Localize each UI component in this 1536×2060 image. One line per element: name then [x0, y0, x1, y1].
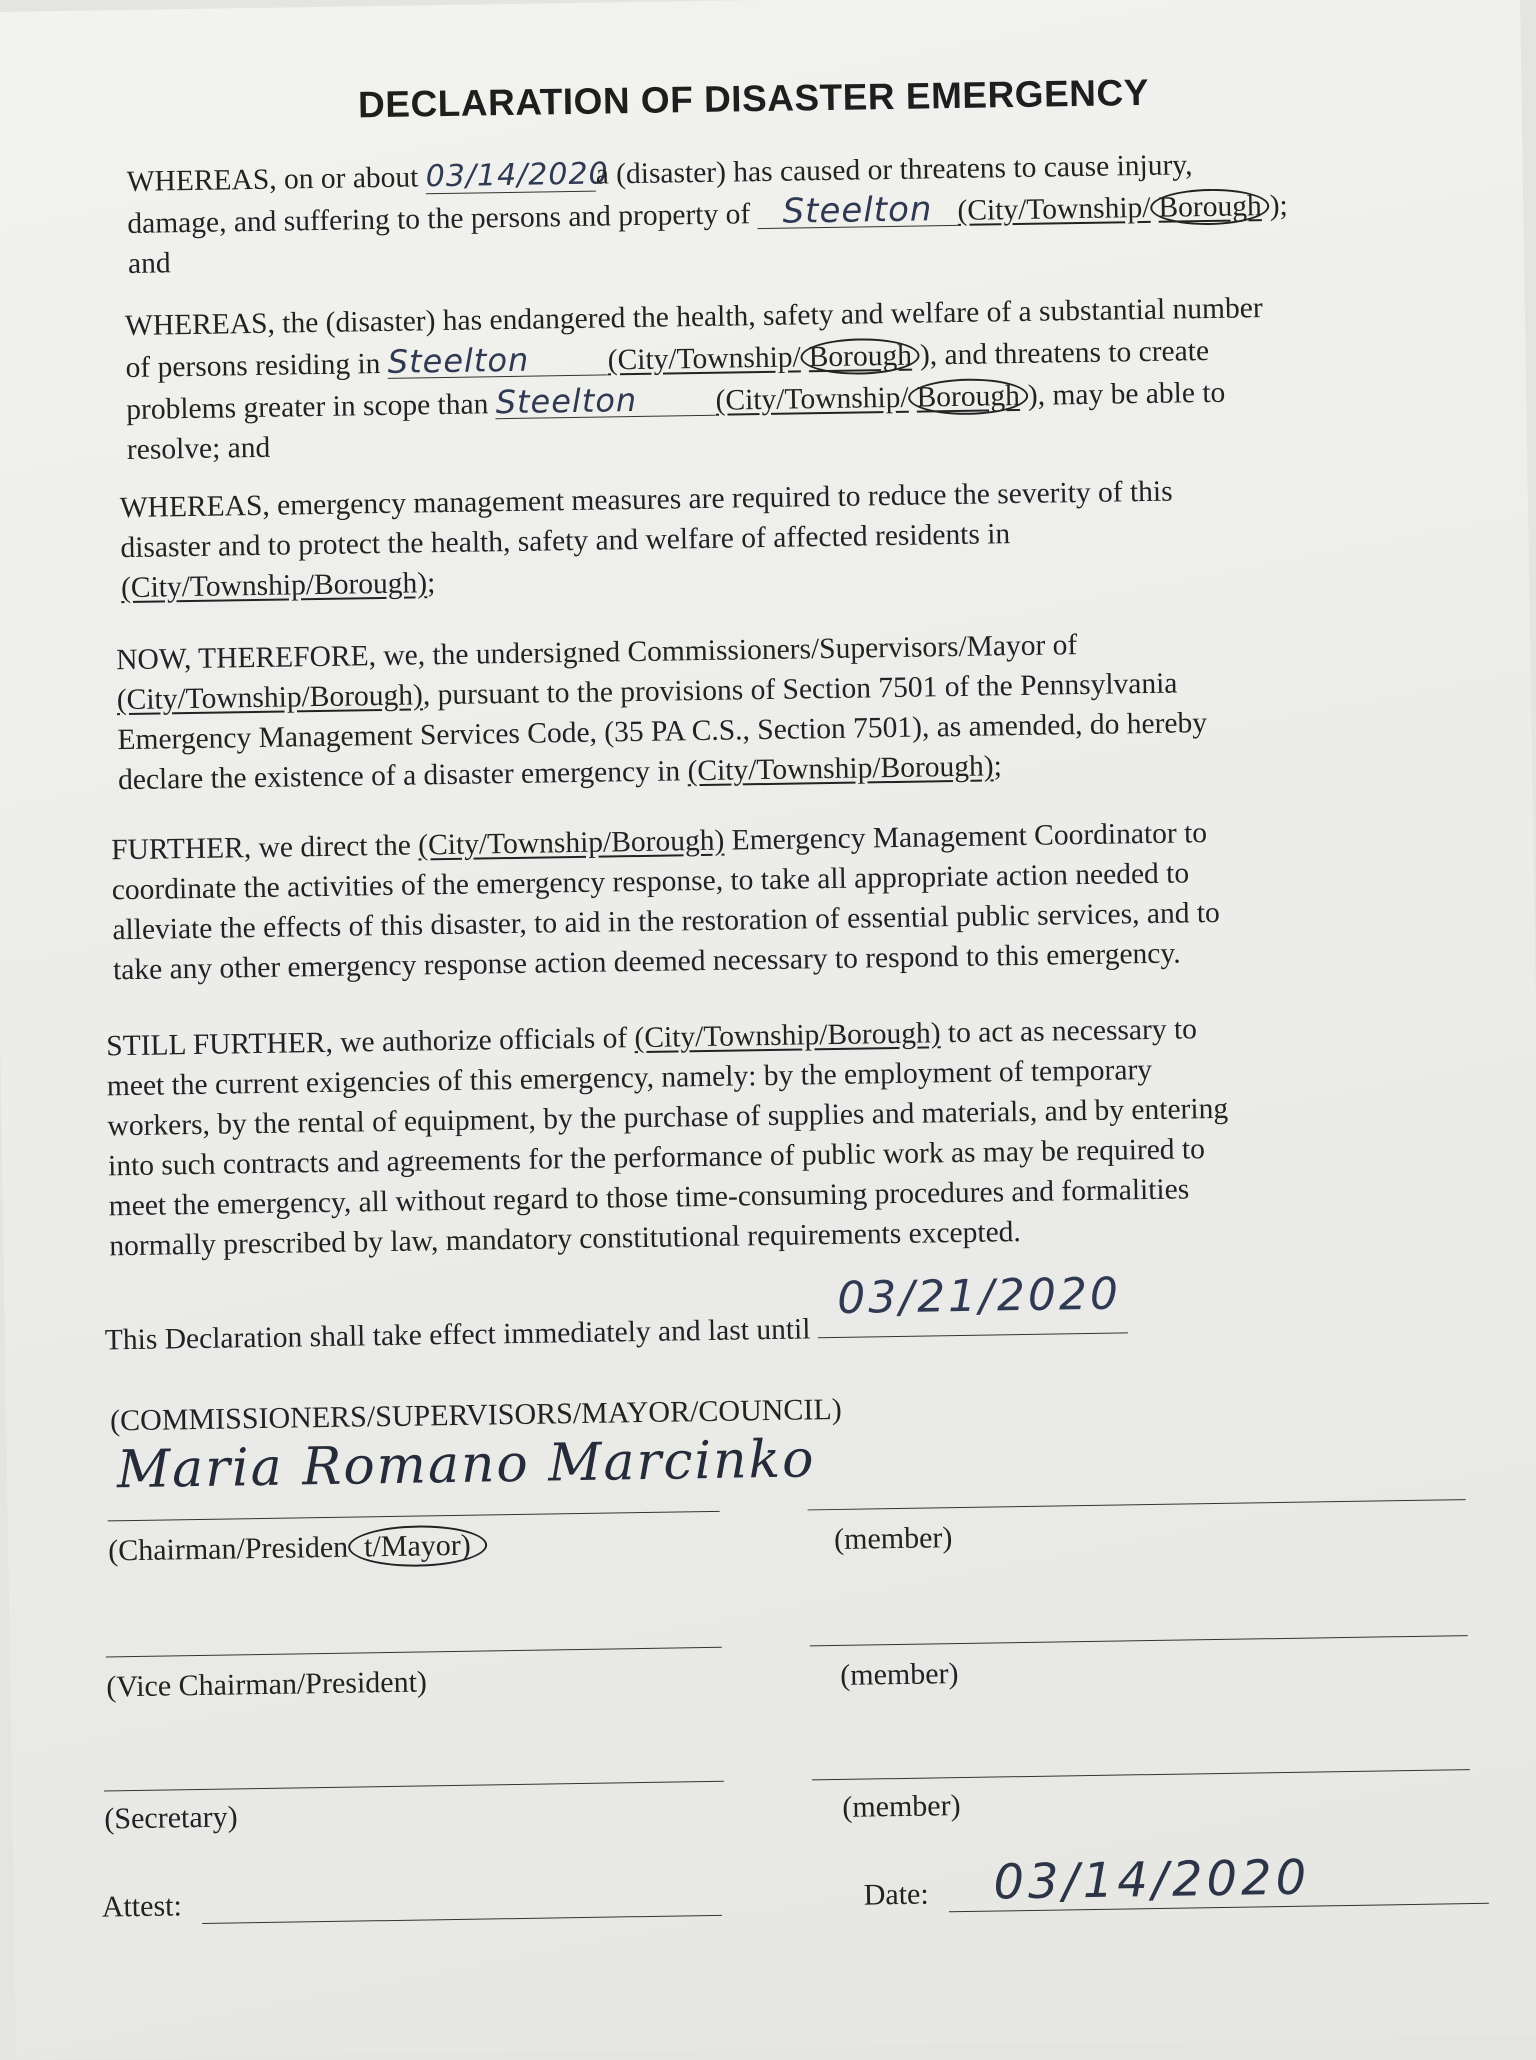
end-date-handwritten: 03/21/2020 — [836, 1268, 1122, 1324]
chairman-signature: Maria Romano Marcinko — [116, 1429, 816, 1501]
chairman-label: (Chairman/Presiden t/Mayor) — [108, 1528, 487, 1568]
vice-chairman-signature-line — [106, 1647, 722, 1658]
date-label: Date: — [863, 1877, 929, 1912]
document-title: DECLARATION OF DISASTER EMERGENCY — [357, 71, 1150, 126]
secretary-label: (Secretary) — [104, 1800, 238, 1836]
vice-chairman-label: (Vice Chairman/President) — [106, 1665, 428, 1704]
further-paragraph: FURTHER, we direct the (City/Township/Borough) Emergency Management Coordinator to coordinate the activities of the emergency response, to take all appropriate action needed to alleviate the effects of this disaster, to aid in the restoration of essential public services, and to take any other emergency response action deemed necessary to respond to this emergency. — [110, 817, 1221, 987]
whereas-paragraph-2: WHEREAS, the (disaster) has endangered the health, safety and welfare of a substantial number of persons residing in Steelton (City/Township/ Borough ), and threatens to create problems greater in scope than Steelton (City/Township/ Borough ), may be able to resolve; and — [124, 292, 1263, 466]
now-therefore-paragraph: NOW, THEREFORE, we, the undersigned Commissioners/Supervisors/Mayor of (City/Township/Borough), pursuant to the provisions of Section 7501 of the Pennsylvania Emergency Management Services Code, (35 PA C.S., Section 7501), as amended, do hereby declare the existence of a disaster emergency in (City/Township/Borough); — [115, 629, 1208, 797]
disaster-date-handwritten: 03/14/2020 — [425, 156, 609, 195]
chairman-signature-line — [108, 1511, 720, 1522]
disaster-date-field — [425, 155, 609, 195]
still-further-paragraph: STILL FURTHER, we authorize officials of (City/Township/Borough) to act as necessary to meet the current exigencies of this emergency, namely: by the employment of temporary workers, by the rental of equipment, by the purchase of supplies and materials, and by entering into such contracts and agreements for the performance of public work as may be required to meet the emergency, all without regard to those time-consuming procedures and formalities normally prescribed by law, mandatory constitutional requirements excepted. — [106, 1013, 1229, 1263]
municipality-field-3 — [495, 379, 716, 422]
member-signature-line-3 — [812, 1769, 1470, 1780]
signature-date-handwritten: 03/14/2020 — [993, 1849, 1311, 1911]
municipality-field-1 — [757, 189, 958, 232]
whereas-paragraph-3: WHEREAS, emergency management measures are required to reduce the severity of this disaster and to protect the health, safety and welfare of affected residents in (City/Township/Borough); — [119, 475, 1173, 605]
member-label-3: (member) — [842, 1789, 961, 1824]
member-label-1: (member) — [833, 1521, 953, 1557]
municipality-handwritten-3: Steelton — [495, 380, 638, 422]
member-signature-line-2 — [810, 1635, 1468, 1646]
municipality-handwritten-2: Steelton — [387, 340, 530, 381]
mayor-circled: t/Mayor) — [348, 1524, 487, 1567]
member-signature-line-1 — [808, 1499, 1466, 1510]
secretary-signature-line — [104, 1781, 724, 1792]
attest-label: Attest: — [101, 1889, 183, 1924]
end-date-field — [817, 1268, 1128, 1338]
borough-circled-3: Borough — [908, 378, 1028, 416]
borough-circled-2: Borough — [800, 338, 920, 376]
municipality-field-2 — [387, 338, 608, 381]
signatories-heading: (COMMISSIONERS/SUPERVISORS/MAYOR/COUNCIL) — [109, 1392, 842, 1438]
borough-circled-1: Borough — [1150, 188, 1270, 226]
member-label-2: (member) — [839, 1657, 959, 1692]
attest-signature-line — [202, 1915, 722, 1924]
whereas-paragraph-1: WHEREAS, on or about 03/14/2020a (disaster) has caused or threatens to cause injury, damage, and suffering to the persons and property of Steelton (City/Township/ Borough ); and — [126, 149, 1288, 280]
effective-until-line: This Declaration shall take effect immediately and last until 03/21/2020 — [104, 1296, 1128, 1360]
municipality-handwritten-1: Steelton — [782, 189, 933, 232]
